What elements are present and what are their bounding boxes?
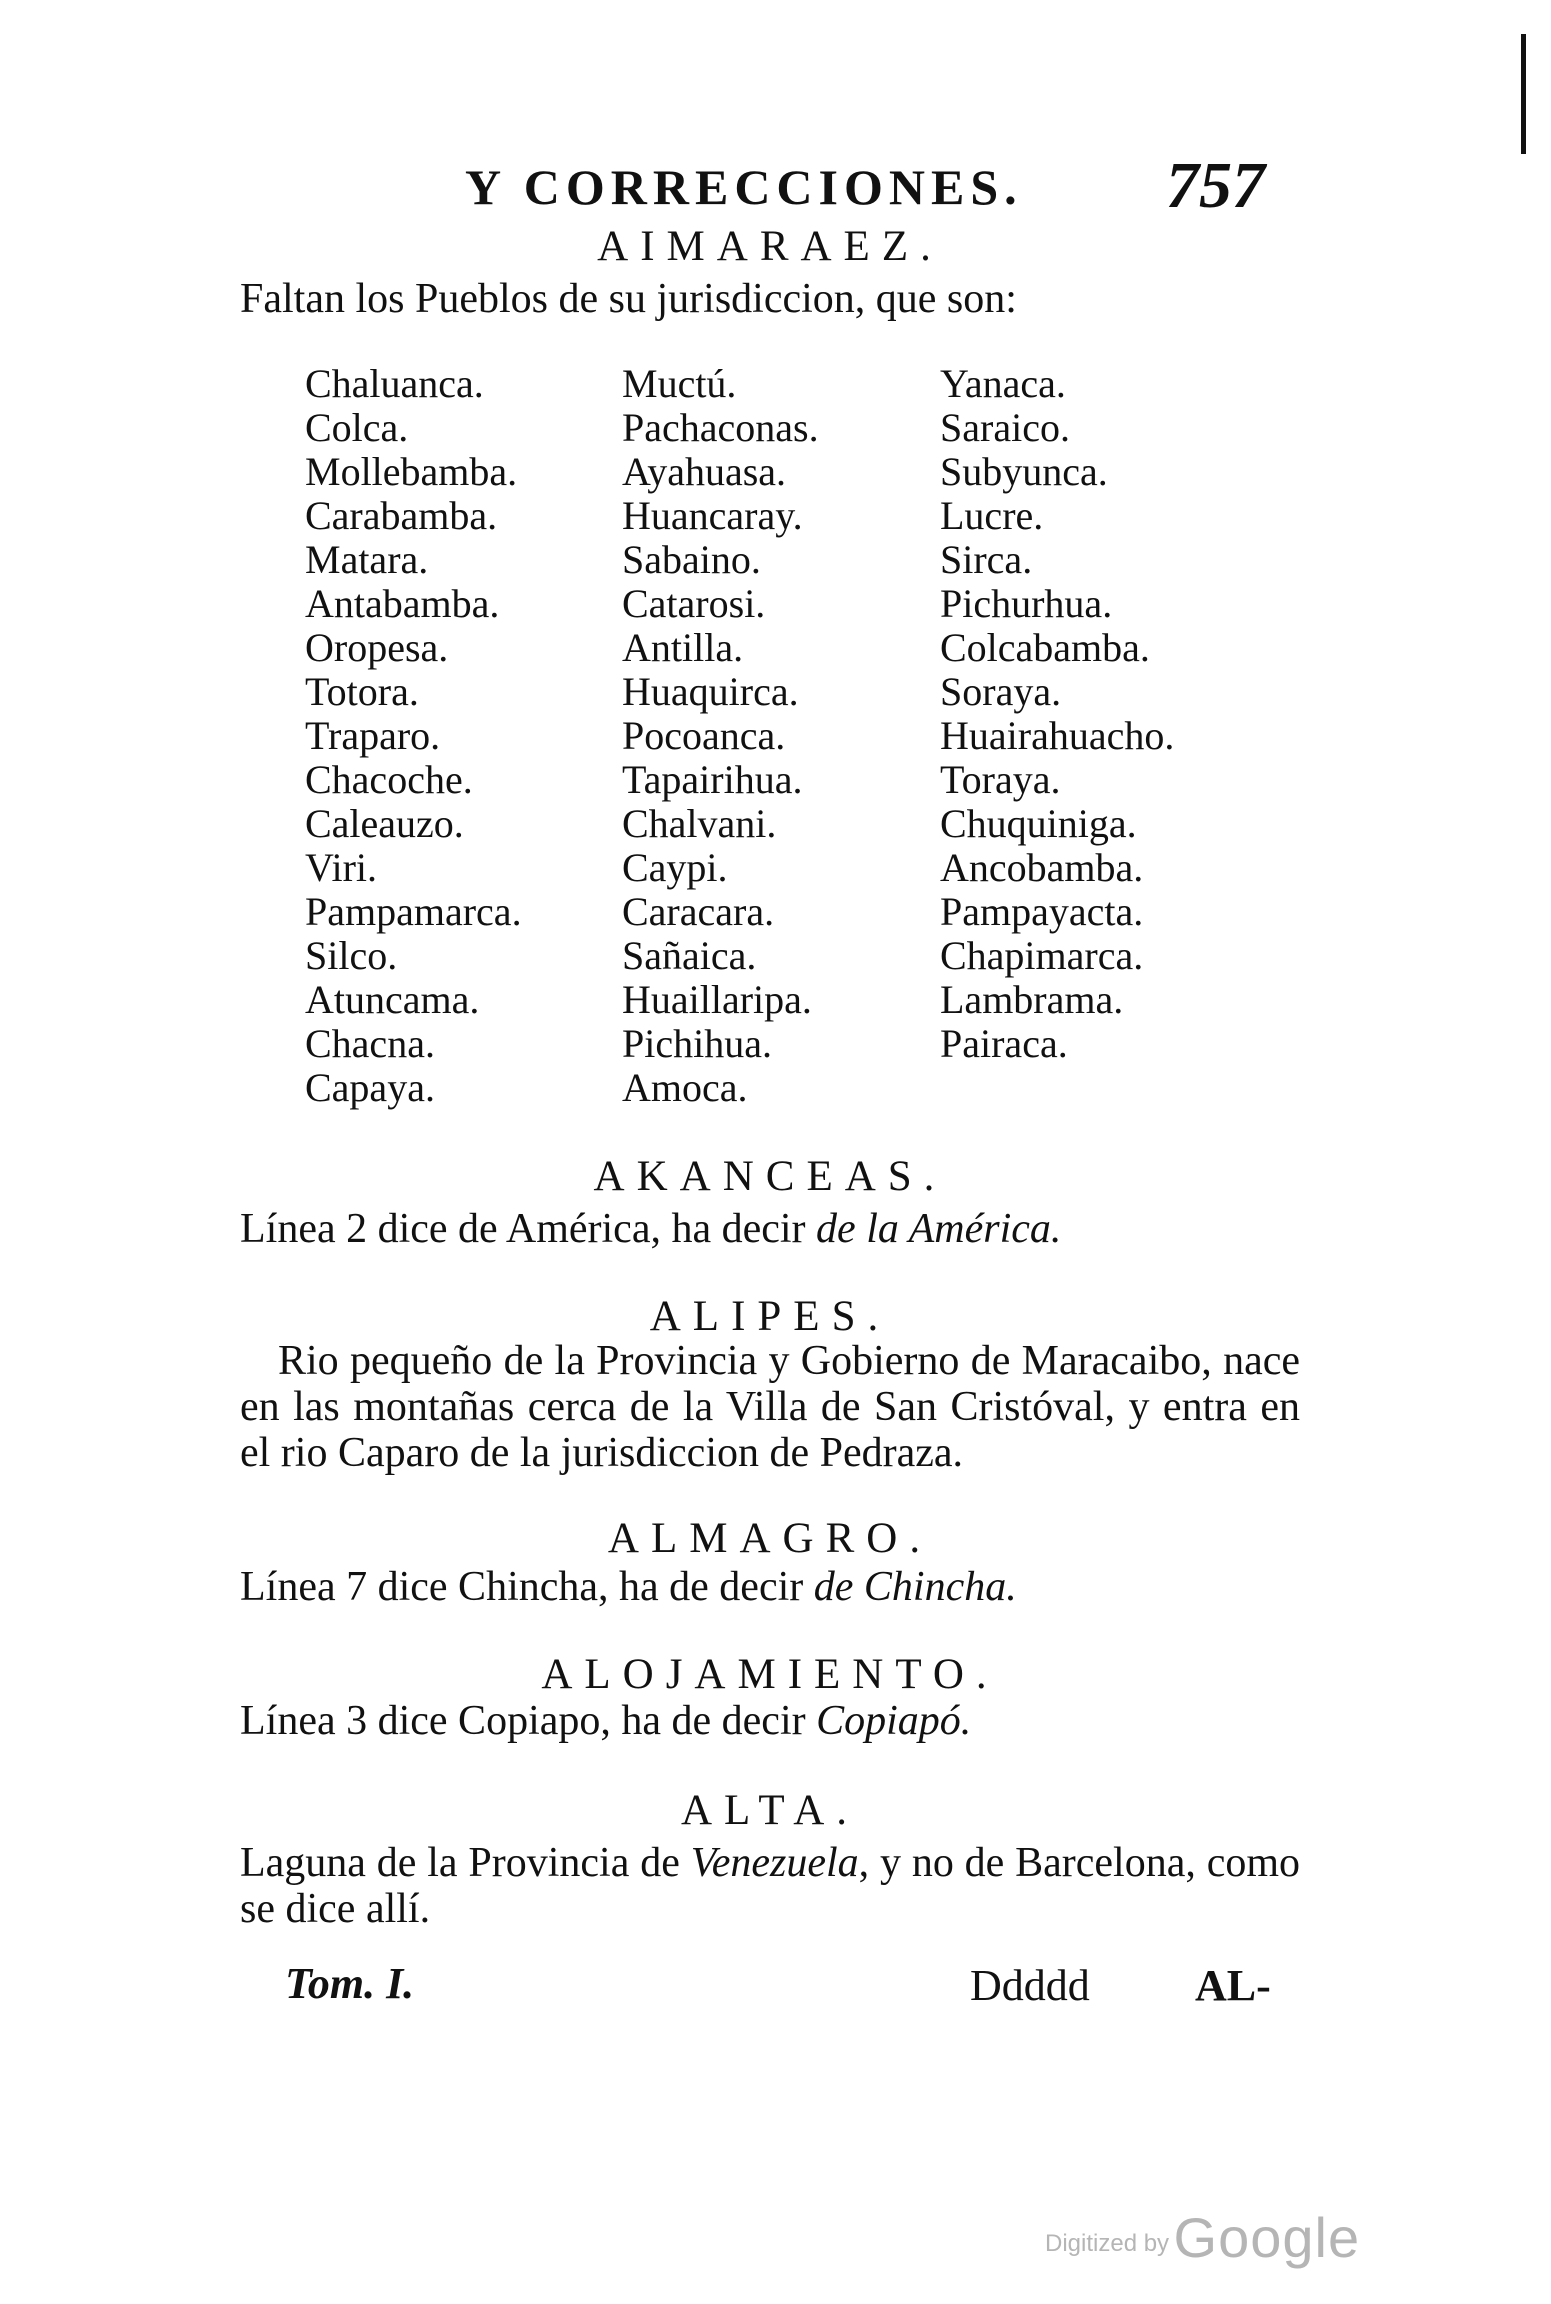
town-name: Huaillaripa. <box>622 977 812 1022</box>
signature-mark: Ddddd <box>970 1961 1090 2010</box>
heading-almagro: ALMAGRO. <box>607 1515 933 1562</box>
town-name: Totora. <box>305 669 419 714</box>
alojamiento-correct-form: Copiapó. <box>816 1698 972 1744</box>
town-name: Huancaray. <box>622 493 803 538</box>
aimaraez-intro: Faltan los Pueblos de su jurisdiccion, que son: <box>240 276 1017 322</box>
town-name: Lambrama. <box>940 977 1124 1022</box>
town-name: Sabaino. <box>622 537 761 582</box>
catchword: AL- <box>1195 1961 1271 2010</box>
town-name: Subyunca. <box>940 449 1108 494</box>
town-name: Chacoche. <box>305 757 473 802</box>
town-name: Chacna. <box>305 1021 435 1066</box>
alta-venezuela: Venezuela <box>690 1840 859 1886</box>
town-name: Silco. <box>305 933 398 978</box>
town-name: Sañaica. <box>622 933 757 978</box>
town-name: Saraico. <box>940 405 1070 450</box>
town-name: Sirca. <box>940 537 1033 582</box>
town-name: Oropesa. <box>305 625 449 670</box>
town-name: Mollebamba. <box>305 449 518 494</box>
town-name: Colcabamba. <box>940 625 1150 670</box>
town-name: Pampamarca. <box>305 889 522 934</box>
town-name: Pichihua. <box>622 1021 772 1066</box>
town-name: Chuquiniga. <box>940 801 1137 846</box>
town-name: Pocoanca. <box>622 713 786 758</box>
town-name: Caleauzo. <box>305 801 464 846</box>
alta-text-start: Laguna de la Provincia de <box>240 1840 691 1886</box>
heading-alipes: ALIPES. <box>649 1293 891 1340</box>
town-name: Catarosi. <box>622 581 766 626</box>
alipes-body: Rio pequeño de la Provincia y Gobierno de Maracaibo, nace en las montañas cerca de la Villa de San Cristóval, y entra en el rio Caparo de la jurisdiccion de Pedraza. <box>240 1338 1300 1476</box>
town-name: Chalvani. <box>622 801 777 846</box>
alojamiento-text: Línea 3 dice Copiapo, ha de decir <box>240 1698 817 1744</box>
towns-column-2 <box>622 362 819 1110</box>
page-number: 757 <box>1166 149 1265 222</box>
town-name: Ayahuasa. <box>622 449 787 494</box>
akanceas-correction <box>240 1206 1300 1252</box>
running-head: Y CORRECCIONES. <box>465 159 1023 215</box>
town-name: Lucre. <box>940 493 1044 538</box>
town-name: Caracara. <box>622 889 775 934</box>
towns-list <box>305 362 1205 1132</box>
volume-mark: Tom. I. <box>285 1959 415 2008</box>
towns-column-1 <box>305 362 522 1110</box>
almagro-correction <box>240 1564 1300 1610</box>
akanceas-correct-form: de la América. <box>816 1206 1062 1252</box>
google-watermark <box>1045 2205 1360 2270</box>
town-name: Amoca. <box>622 1065 748 1110</box>
town-name: Yanaca. <box>940 361 1066 406</box>
alta-body <box>240 1840 1300 1932</box>
town-name: Soraya. <box>940 669 1062 714</box>
town-name: Huaquirca. <box>622 669 799 714</box>
almagro-text: Línea 7 dice Chincha, ha de decir <box>240 1564 814 1610</box>
watermark-logo: Google <box>1173 2206 1361 2269</box>
town-name: Colca. <box>305 405 409 450</box>
town-name: Antilla. <box>622 625 744 670</box>
akanceas-text: Línea 2 dice de América, ha decir <box>240 1206 817 1252</box>
alta-text-end: , y no de Barcelona, como se dice allí. <box>240 1840 1301 1932</box>
almagro-correct-form: de Chincha. <box>813 1564 1017 1610</box>
page-header <box>465 150 1265 220</box>
heading-alojamiento: ALOJAMIENTO. <box>541 1651 999 1698</box>
town-name: Huairahuacho. <box>940 713 1175 758</box>
town-name: Viri. <box>305 845 378 890</box>
town-name: Toraya. <box>940 757 1061 802</box>
town-name: Traparo. <box>305 713 441 758</box>
town-name: Pampayacta. <box>940 889 1144 934</box>
town-name: Caypi. <box>622 845 728 890</box>
heading-aimaraez: AIMARAEZ. <box>597 223 943 270</box>
town-name: Chaluanca. <box>305 361 484 406</box>
watermark-prefix: Digitized by <box>1045 2230 1170 2257</box>
town-name: Pichurhua. <box>940 581 1113 626</box>
town-name: Tapairihua. <box>622 757 803 802</box>
heading-alta: ALTA. <box>681 1787 859 1834</box>
towns-column-3 <box>940 362 1174 1066</box>
town-name: Ancobamba. <box>940 845 1144 890</box>
town-name: Atuncama. <box>305 977 480 1022</box>
town-name: Pachaconas. <box>622 405 819 450</box>
town-name: Pairaca. <box>940 1021 1068 1066</box>
town-name: Chapimarca. <box>940 933 1144 978</box>
town-name: Capaya. <box>305 1065 435 1110</box>
alojamiento-correction <box>240 1698 1300 1744</box>
town-name: Antabamba. <box>305 581 500 626</box>
heading-akanceas: AKANCEAS. <box>593 1153 947 1200</box>
margin-rule <box>1521 34 1526 154</box>
town-name: Carabamba. <box>305 493 498 538</box>
town-name: Muctú. <box>622 361 737 406</box>
town-name: Matara. <box>305 537 429 582</box>
